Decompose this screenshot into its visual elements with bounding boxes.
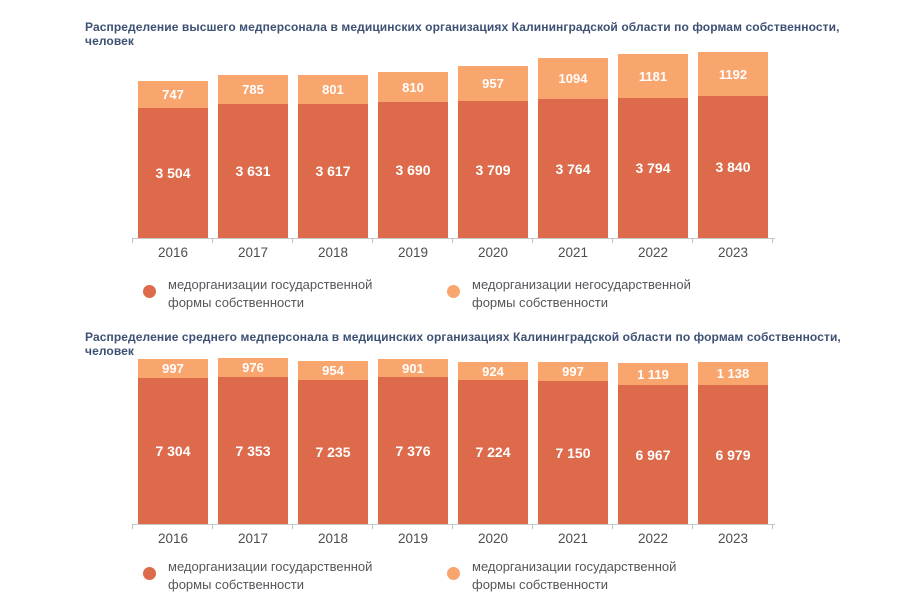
- bar-value-label: 1181: [638, 68, 668, 84]
- stacked-bar: [138, 359, 208, 524]
- legend-label: медорганизации государственной формы собственности: [472, 559, 677, 592]
- legend-dot-nonstate: [447, 567, 460, 580]
- stacked-bar: [458, 362, 528, 524]
- bar-segment-nonstate: [298, 75, 368, 104]
- bar-segment-state: [298, 104, 368, 238]
- x-axis-tick: [772, 525, 773, 529]
- bar-segment-state: [698, 385, 768, 524]
- x-axis-tick: [612, 239, 613, 243]
- x-axis-tick: [132, 239, 133, 243]
- legend-dot-nonstate: [447, 285, 460, 298]
- x-tick-label: 2023: [717, 531, 749, 546]
- stacked-bar: [218, 358, 288, 524]
- stacked-bar: [538, 362, 608, 524]
- x-axis-tick: [292, 525, 293, 529]
- bar-value-label: 957: [482, 76, 504, 91]
- bar-value-label: 924: [482, 363, 504, 379]
- bar-segment-nonstate: [538, 58, 608, 99]
- x-axis-tick: [212, 525, 213, 529]
- bar-value-label: 3 504: [155, 165, 191, 181]
- bar-value-label: 785: [242, 82, 264, 97]
- legend-dot-state: [143, 567, 156, 580]
- bar-segment-state: [538, 381, 608, 524]
- bar-value-label: 3 709: [475, 161, 511, 178]
- bar-segment-state: [698, 96, 768, 238]
- chart-title: Распределение высшего медперсонала в медицинских организациях Калининградской области по формам собственности, человек: [85, 20, 840, 48]
- stacked-bar: [538, 58, 608, 238]
- bar-value-label: 7 304: [155, 443, 191, 459]
- bar-value-label: 3 840: [715, 159, 751, 175]
- x-tick-label: 2017: [237, 531, 269, 546]
- bar-value-label: 801: [322, 82, 344, 97]
- bar-segment-state: [138, 378, 208, 524]
- x-tick-label: 2017: [237, 245, 269, 260]
- x-axis-tick: [452, 239, 453, 243]
- bar-segment-state: [138, 108, 208, 238]
- stacked-bar: [618, 54, 688, 238]
- bar-value-label: 3 690: [395, 162, 431, 178]
- bar-segment-nonstate: [378, 359, 448, 377]
- x-axis-tick: [372, 525, 373, 529]
- x-axis-tick: [532, 525, 533, 529]
- bar-value-label: 3 794: [635, 160, 671, 176]
- x-axis-tick: [532, 239, 533, 243]
- plot-area: [133, 52, 774, 238]
- bar-value-label: 997: [162, 361, 184, 376]
- bar-segment-nonstate: [618, 54, 688, 98]
- bar-segment-nonstate: [218, 358, 288, 377]
- plot-area: [133, 358, 774, 524]
- bar-segment-nonstate: [298, 361, 368, 380]
- x-tick-label: 2023: [717, 245, 749, 260]
- x-tick-label: 2016: [157, 531, 189, 546]
- bar-value-label: 954: [322, 363, 344, 378]
- bar-segment-nonstate: [138, 359, 208, 378]
- bar-segment-nonstate: [138, 81, 208, 108]
- bar-segment-nonstate: [378, 72, 448, 102]
- legend-item: [143, 276, 400, 312]
- bar-segment-state: [218, 104, 288, 238]
- bar-value-label: 747: [162, 87, 184, 102]
- bar-segment-state: [538, 99, 608, 238]
- x-tick-label: 2021: [557, 245, 589, 260]
- bar-segment-nonstate: [538, 362, 608, 381]
- stacked-bar: [698, 362, 768, 524]
- bar-value-label: 3 764: [555, 160, 591, 177]
- legend-label: медорганизации государственной формы собственности: [168, 277, 373, 310]
- bar-value-label: 7 150: [555, 444, 591, 461]
- bar-value-label: 997: [562, 364, 584, 379]
- bar-value-label: 7 224: [475, 444, 511, 460]
- bar-value-label: 1 119: [637, 366, 669, 382]
- bar-value-label: 7 235: [315, 444, 351, 460]
- bar-segment-nonstate: [218, 75, 288, 104]
- bar-segment-nonstate: [458, 362, 528, 380]
- bar-value-label: 1094: [558, 71, 588, 86]
- bar-segment-state: [378, 377, 448, 524]
- bar-segment-nonstate: [458, 66, 528, 101]
- bar-value-label: 1 138: [716, 366, 750, 381]
- x-axis-tick: [692, 239, 693, 243]
- stacked-bar: [298, 75, 368, 238]
- bar-segment-state: [618, 385, 688, 524]
- x-axis-tick: [452, 525, 453, 529]
- bar-segment-state: [378, 102, 448, 238]
- x-tick-label: 2018: [317, 245, 349, 260]
- x-axis-line: [132, 238, 775, 239]
- x-axis-tick: [212, 239, 213, 243]
- bar-value-label: 810: [402, 79, 424, 95]
- stacked-bar: [698, 52, 768, 238]
- x-axis-tick: [772, 239, 773, 243]
- x-axis-line: [132, 524, 775, 525]
- x-tick-label: 2020: [477, 245, 509, 260]
- bar-segment-state: [458, 380, 528, 524]
- stacked-bar: [378, 72, 448, 238]
- stacked-bar: [138, 81, 208, 238]
- stacked-bar: [218, 75, 288, 238]
- bar-segment-nonstate: [698, 52, 768, 96]
- bar-segment-state: [298, 380, 368, 524]
- legend-item: [447, 276, 704, 312]
- legend-item: [143, 558, 400, 594]
- bar-value-label: 6 979: [715, 446, 751, 463]
- x-tick-label: 2022: [637, 531, 669, 546]
- bar-value-label: 3 631: [235, 163, 271, 179]
- bar-segment-state: [618, 98, 688, 238]
- bar-value-label: 6 967: [635, 446, 671, 463]
- stacked-bar: [458, 66, 528, 238]
- x-axis-tick: [292, 239, 293, 243]
- x-tick-label: 2022: [637, 245, 669, 260]
- stacked-bar: [298, 361, 368, 524]
- bar-segment-nonstate: [618, 363, 688, 385]
- x-tick-label: 2019: [397, 531, 429, 546]
- x-tick-label: 2020: [477, 531, 509, 546]
- x-axis-tick: [372, 239, 373, 243]
- legend-label: медорганизации негосударственной формы собственности: [472, 277, 691, 310]
- x-axis-tick: [612, 525, 613, 529]
- legend-label: медорганизации государственной формы собственности: [168, 559, 373, 592]
- bar-value-label: 901: [402, 360, 424, 376]
- bar-value-label: 3 617: [315, 163, 351, 179]
- x-tick-label: 2016: [157, 245, 189, 260]
- x-tick-label: 2021: [557, 531, 589, 546]
- bar-segment-state: [218, 377, 288, 524]
- stacked-bar: [618, 363, 688, 524]
- stacked-bar: [378, 359, 448, 524]
- x-axis-tick: [692, 525, 693, 529]
- bar-segment-state: [458, 101, 528, 238]
- legend-item: [447, 558, 704, 594]
- bar-value-label: 7 353: [235, 442, 271, 459]
- x-tick-label: 2019: [397, 245, 429, 260]
- x-axis-tick: [132, 525, 133, 529]
- bar-value-label: 1192: [718, 66, 748, 82]
- x-tick-label: 2018: [317, 531, 349, 546]
- bar-value-label: 976: [242, 360, 264, 375]
- bar-segment-nonstate: [698, 362, 768, 385]
- bar-value-label: 7 376: [395, 442, 431, 459]
- chart-title: Распределение среднего медперсонала в медицинских организациях Калининградской области по формам собственности, человек: [85, 330, 841, 358]
- legend-dot-state: [143, 285, 156, 298]
